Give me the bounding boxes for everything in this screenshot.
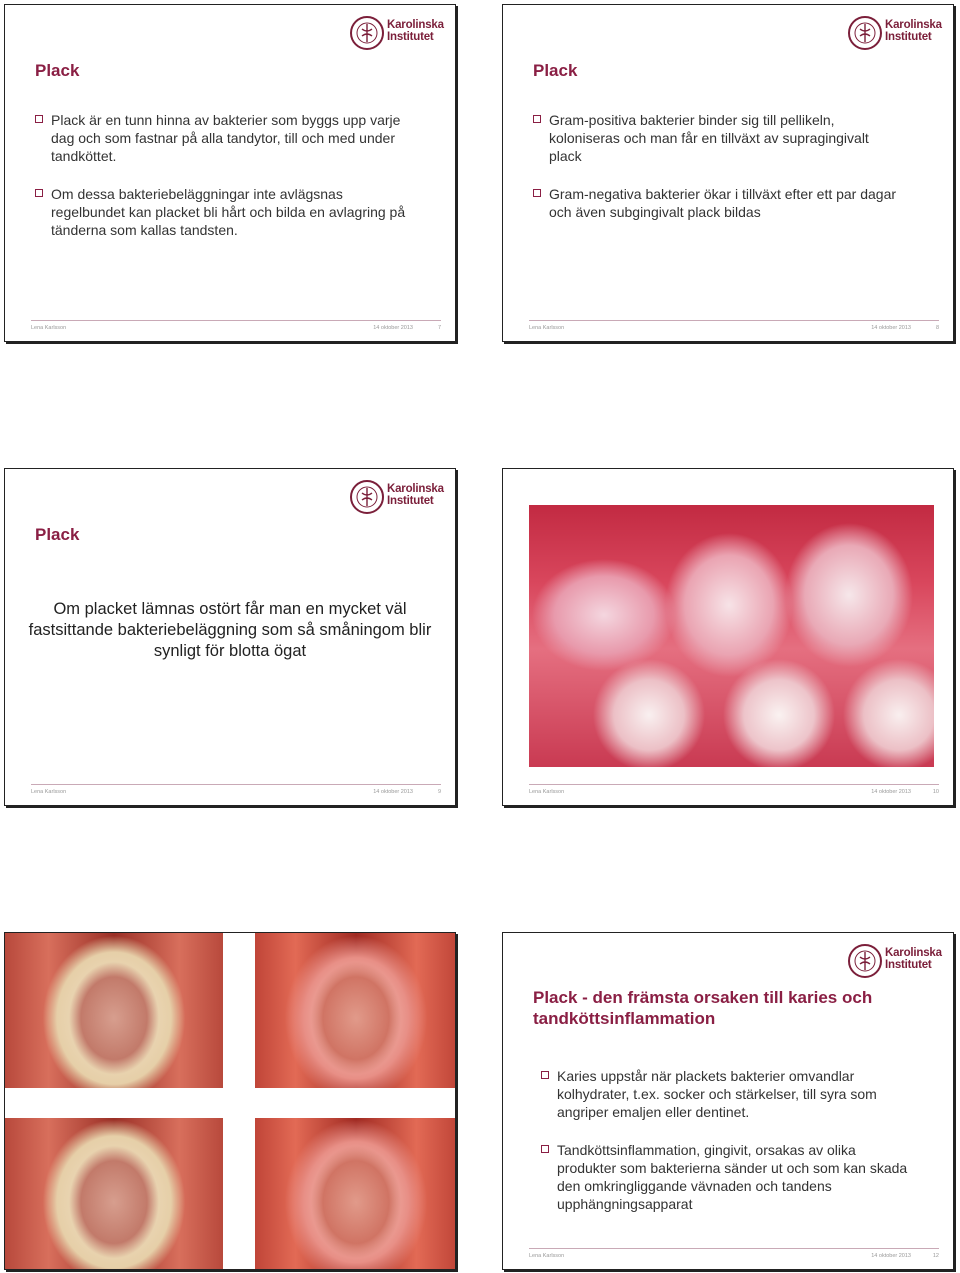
slide-12: [502, 932, 954, 1270]
karolinska-logo: Karolinska Institutet: [349, 15, 445, 55]
bullet-list: [35, 111, 415, 259]
slide-8: [502, 4, 954, 342]
bullet-icon: [35, 189, 43, 197]
bullet-icon: [541, 1071, 549, 1079]
karolinska-logo: Karolinska Institutet: [847, 15, 943, 55]
slide-footer: Lena Karlsson 14 oktober 2013 7: [31, 320, 441, 333]
lower-jaw-stained-photo: [255, 1118, 456, 1270]
bullet-icon: [533, 189, 541, 197]
slide-10: [502, 468, 954, 806]
slide-title: Plack: [533, 61, 578, 80]
slide-7: [4, 4, 456, 342]
slide-title: Plack: [35, 525, 80, 544]
slide-title: Plack: [35, 61, 80, 80]
karolinska-logo: Karolinska Institutet: [349, 479, 445, 519]
lower-jaw-photo: [5, 1118, 223, 1270]
bullet-icon: [541, 1145, 549, 1153]
upper-jaw-photo: [5, 933, 223, 1088]
bullet-item: Plack är en tunn hinna av bakterier som byggs upp varje dag och som fastnar på alla tandytor, till och med under tandköttet.: [35, 111, 415, 165]
slide-footer: Lena Karlsson 14 oktober 2013 10: [529, 784, 939, 797]
slide-footer: Lena Karlsson 14 oktober 2013 9: [31, 784, 441, 797]
slide-title: Plack - den främsta orsaken till karies och tandköttsinflammation: [533, 988, 873, 1028]
bullet-item: Karies uppstår när plackets bakterier omvandlar kolhydrater, t.ex. socker och stärkelser, till syra som angriper emaljen eller dentinet.: [541, 1067, 911, 1121]
seal-icon: [349, 479, 385, 515]
bullet-item: Gram-negativa bakterier ökar i tillväxt efter ett par dagar och även subgingivalt plack bildas: [533, 185, 903, 221]
seal-icon: [847, 15, 883, 51]
bullet-icon: [533, 115, 541, 123]
slide-9: [4, 468, 456, 806]
slide-11: [4, 932, 456, 1270]
gum-plaque-photo: [529, 505, 934, 767]
seal-icon: [847, 943, 883, 979]
slide-body: Om placket lämnas ostört får man en mycket väl fastsittande bakteriebeläggning som så småningom blir synligt för blotta ögat: [28, 600, 432, 660]
bullet-list: [541, 1067, 911, 1233]
slide-footer: Lena Karlsson 14 oktober 2013 12: [529, 1248, 939, 1261]
bullet-item: Om dessa bakteriebeläggningar inte avlägsnas regelbundet kan placket bli hårt och bilda en avlagring på tänderna som kallas tandsten.: [35, 185, 415, 239]
karolinska-logo: Karolinska Institutet: [847, 943, 943, 983]
slide-footer: Lena Karlsson 14 oktober 2013 8: [529, 320, 939, 333]
upper-jaw-stained-photo: [255, 933, 456, 1088]
bullet-icon: [35, 115, 43, 123]
bullet-list: [533, 111, 903, 241]
seal-icon: [349, 15, 385, 51]
bullet-item: Gram-positiva bakterier binder sig till pellikeln, koloniseras och man får en tillväxt av supragingivalt plack: [533, 111, 903, 165]
bullet-item: Tandköttsinflammation, gingivit, orsakas av olika produkter som bakterierna sänder ut och som kan skada den omkringliggande vävnaden och tandens upphängningsapparat: [541, 1141, 911, 1213]
